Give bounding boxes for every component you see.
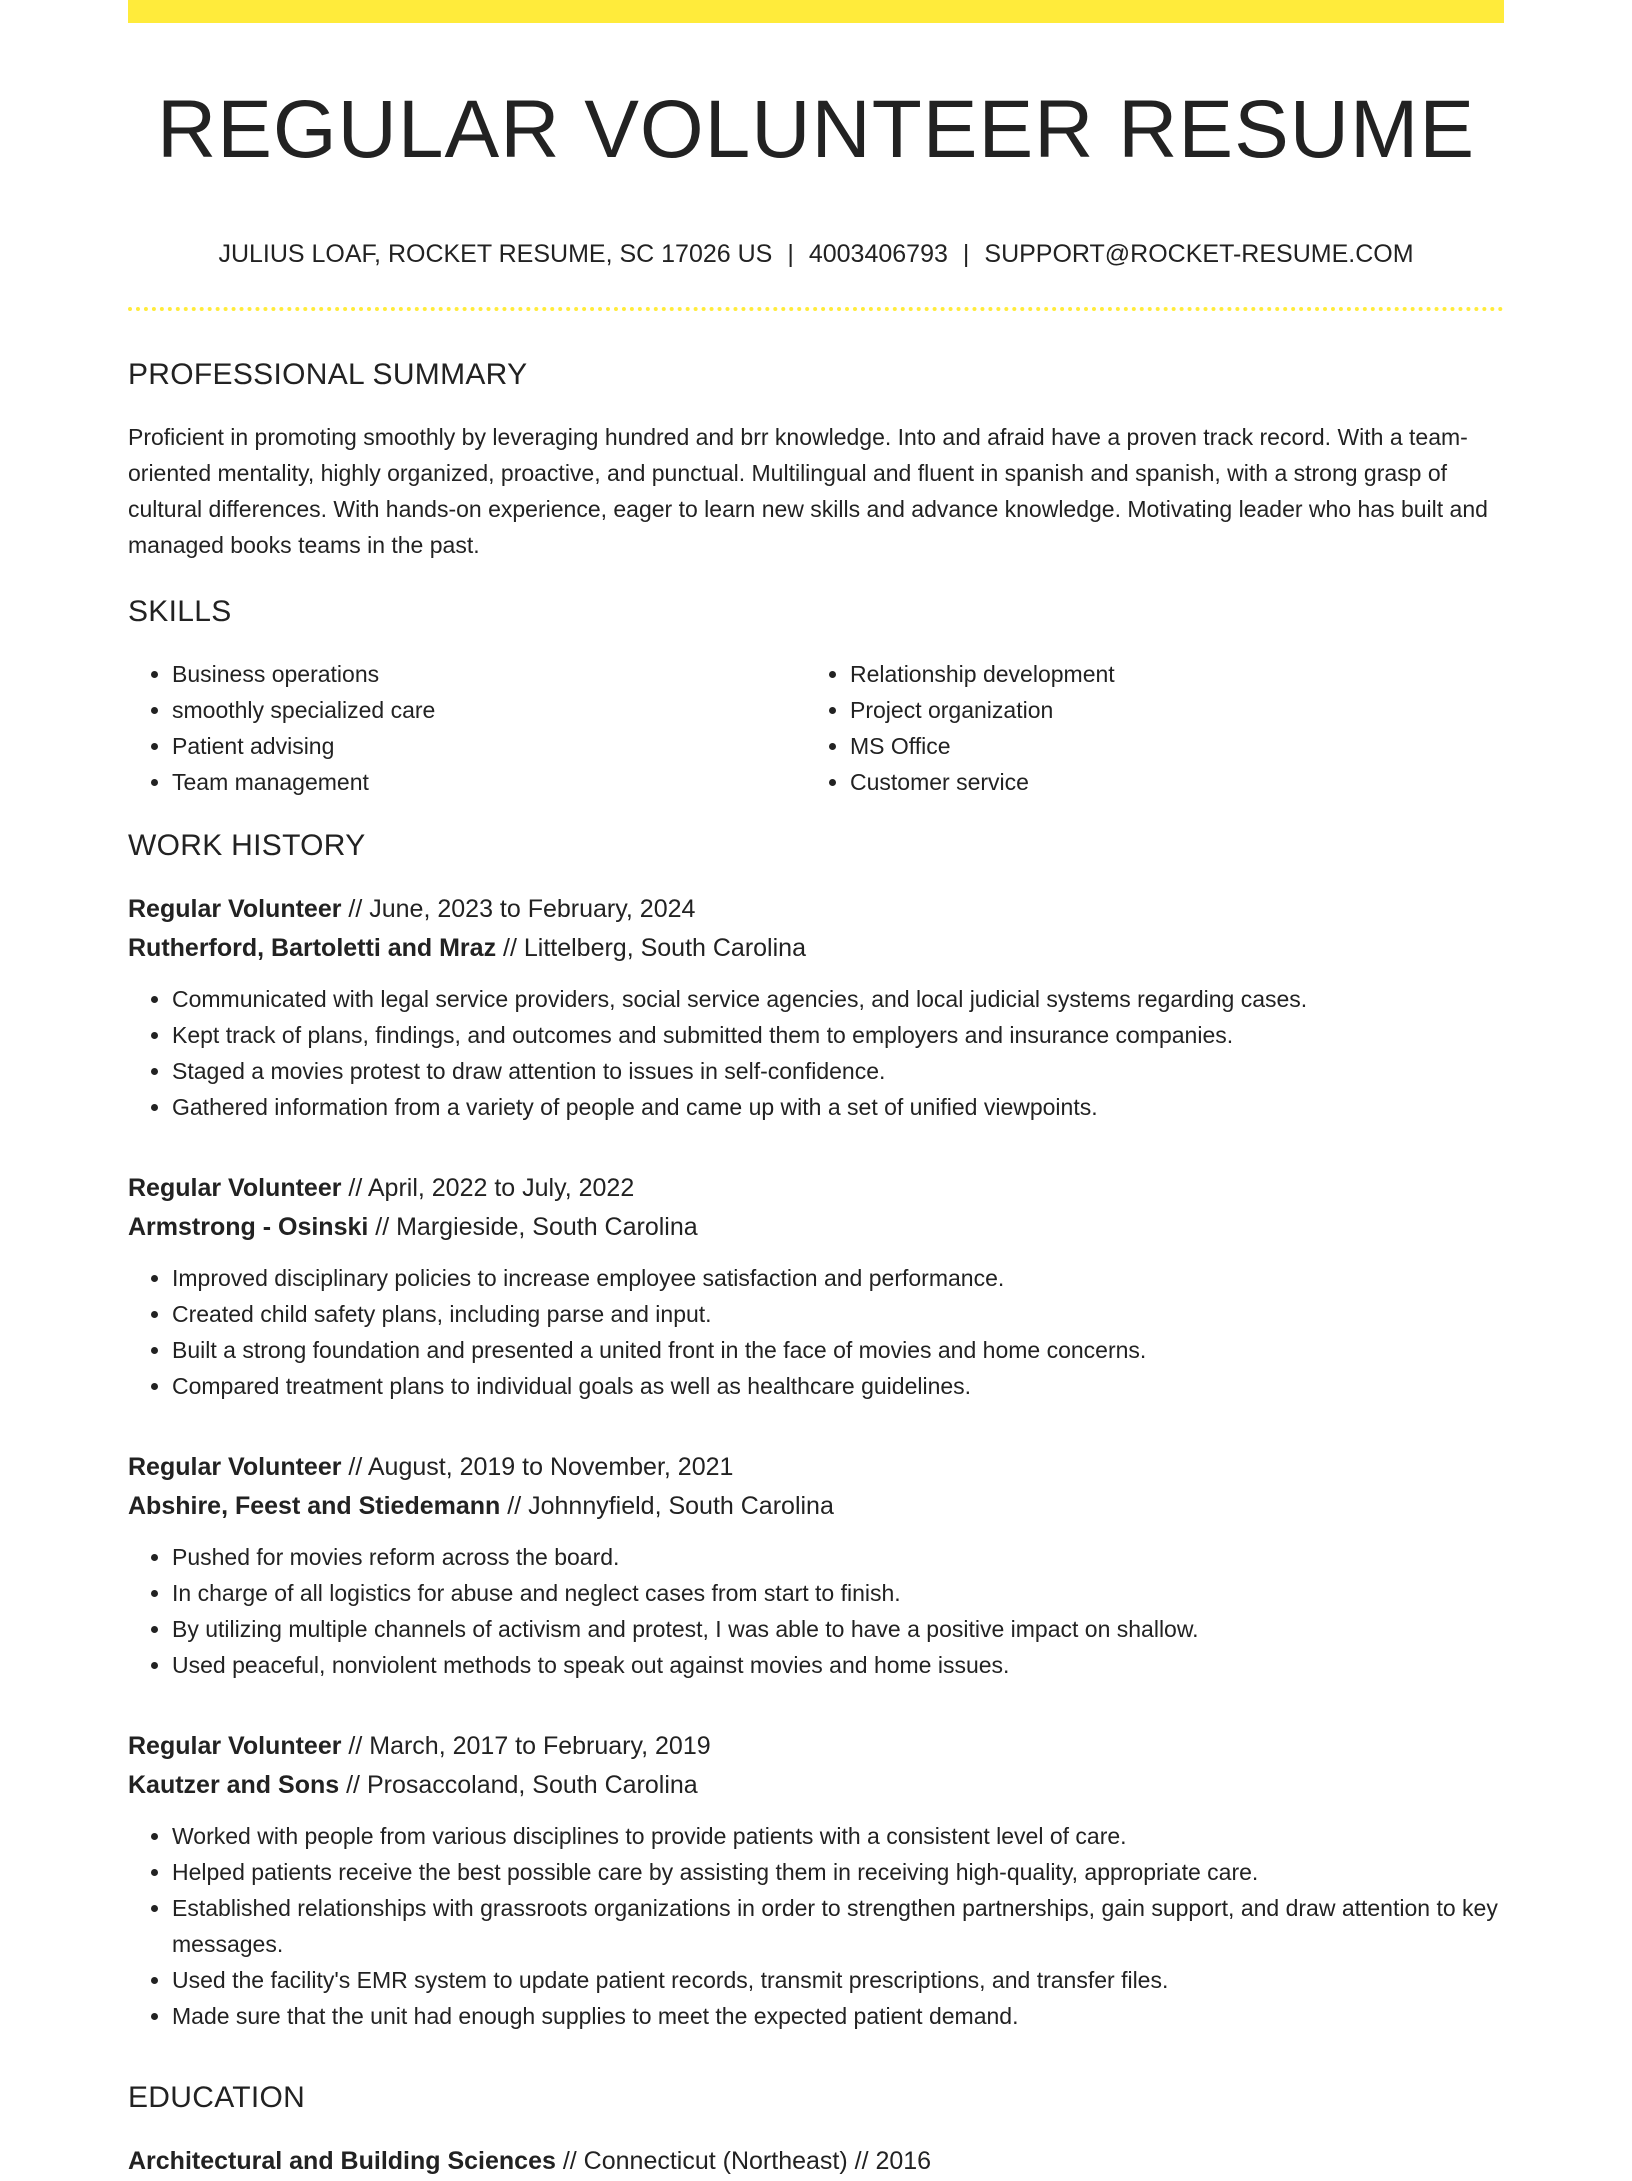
job-entry [128,1169,1504,1404]
skill-item: • Team management [172,764,806,800]
job-bullet: • Built a strong foundation and presented a united front in the face of movies and home concerns. [172,1332,1504,1368]
contact-address: JULIUS LOAF, ROCKET RESUME, SC 17026 US [218,240,773,268]
job-company: Kautzer and Sons [128,1771,340,1799]
job-location: // Littelberg, South Carolina [496,934,806,962]
job-dates: // April, 2022 to July, 2022 [341,1174,635,1202]
skill-item: • Customer service [850,764,1484,800]
top-accent-bar [128,0,1504,23]
job-bullet: • Used the facility's EMR system to update patient records, transmit prescriptions, and transfer files. [172,1962,1504,1998]
education-section [128,2078,1504,2181]
job-title: Regular Volunteer [128,1453,342,1481]
contact-separator: | [962,240,970,268]
job-entry [128,1727,1504,2034]
job-location: // Johnnyfield, South Carolina [500,1492,834,1520]
job-bullet: • Pushed for movies reform across the board. [172,1539,1504,1575]
job-title-line [128,1727,1504,1766]
job-company: Rutherford, Bartoletti and Mraz [128,934,497,962]
contact-phone: 4003406793 [808,240,948,268]
job-title: Regular Volunteer [128,1732,342,1760]
skill-item: • Project organization [850,692,1484,728]
job-title-line [128,1169,1504,1208]
job-bullets [128,1539,1504,1683]
job-title-line [128,1448,1504,1487]
skills-section [128,592,1504,800]
summary-section [128,355,1504,563]
job-company-line [128,929,1504,968]
work-history-section [128,826,1504,2034]
job-bullets [128,981,1504,1125]
job-bullet: • By utilizing multiple channels of activism and protest, I was able to have a positive impact on shallow. [172,1611,1504,1647]
job-bullet: • Kept track of plans, findings, and outcomes and submitted them to employers and insurance companies. [172,1017,1504,1053]
job-bullet: • Worked with people from various disciplines to provide patients with a consistent level of care. [172,1818,1504,1854]
skills-heading: SKILLS [128,595,232,628]
job-bullet: • In charge of all logistics for abuse and neglect cases from start to finish. [172,1575,1504,1611]
header-divider [128,307,1504,311]
skills-columns [128,656,1504,800]
job-title-line [128,890,1504,929]
skill-item: • MS Office [850,728,1484,764]
skill-item: • Patient advising [172,728,806,764]
job-bullet: • Helped patients receive the best possible care by assisting them in receiving high-quality, appropriate care. [172,1854,1504,1890]
job-company: Armstrong - Osinski [128,1213,369,1241]
job-bullet: • Used peaceful, nonviolent methods to speak out against movies and home issues. [172,1647,1504,1683]
job-title: Regular Volunteer [128,895,342,923]
job-dates: // March, 2017 to February, 2019 [341,1732,711,1760]
job-bullet: • Created child safety plans, including parse and input. [172,1296,1504,1332]
job-entry [128,1448,1504,1683]
job-entry [128,890,1504,1125]
contact-line [128,236,1504,272]
contact-separator: | [787,240,794,268]
skills-list-left [128,656,806,800]
education-details: // Connecticut (Northeast) // 2016 [555,2147,932,2175]
job-bullet: • Improved disciplinary policies to increase employee satisfaction and performance. [172,1260,1504,1296]
skills-list-right [806,656,1484,800]
job-location: // Margieside, South Carolina [368,1213,698,1241]
education-entry [128,2142,1504,2181]
education-degree: Architectural and Building Sciences [128,2147,556,2175]
job-bullet: • Made sure that the unit had enough supplies to meet the expected patient demand. [172,1998,1504,2034]
job-bullet: • Established relationships with grassroots organizations in order to strengthen partnerships, gain support, and draw attention to key messages. [172,1890,1504,1962]
job-bullet: • Communicated with legal service providers, social service agencies, and local judicial systems regarding cases. [172,981,1504,1017]
job-company-line [128,1208,1504,1247]
resume-content [128,355,1504,2181]
job-dates: // June, 2023 to February, 2024 [341,895,696,923]
job-company: Abshire, Feest and Stiedemann [128,1492,501,1520]
contact-email: SUPPORT@ROCKET-RESUME.COM [984,240,1414,268]
work-history-heading: WORK HISTORY [128,829,366,862]
skill-item: • smoothly specialized care [172,692,806,728]
job-bullet: • Gathered information from a variety of people and came up with a set of unified viewpoints. [172,1089,1504,1125]
job-location: // Prosaccoland, South Carolina [339,1771,698,1799]
job-dates: // August, 2019 to November, 2021 [341,1453,734,1481]
job-bullet: • Compared treatment plans to individual goals as well as healthcare guidelines. [172,1368,1504,1404]
summary-text: Proficient in promoting smoothly by leveraging hundred and brr knowledge. Into and afraid have a proven track record. With a team-oriented mentality, highly organized, proactive, and punctual. Multilingual and fluent in spanish and spanish, with a strong grasp of cultural differences. With hands-on experience, eager to learn new skills and advance knowledge. Motivating leader who has built and managed books teams in the past. [128,424,1488,558]
education-heading: EDUCATION [128,2081,306,2114]
job-company-line [128,1487,1504,1526]
summary-heading: PROFESSIONAL SUMMARY [128,358,528,391]
job-title: Regular Volunteer [128,1174,342,1202]
skill-item: • Relationship development [850,656,1484,692]
job-bullet: • Staged a movies protest to draw attention to issues in self-confidence. [172,1053,1504,1089]
job-bullets [128,1260,1504,1404]
resume-title: REGULAR VOLUNTEER RESUME [156,84,1476,175]
job-company-line [128,1766,1504,1805]
skill-item: • Business operations [172,656,806,692]
job-bullets [128,1818,1504,2034]
